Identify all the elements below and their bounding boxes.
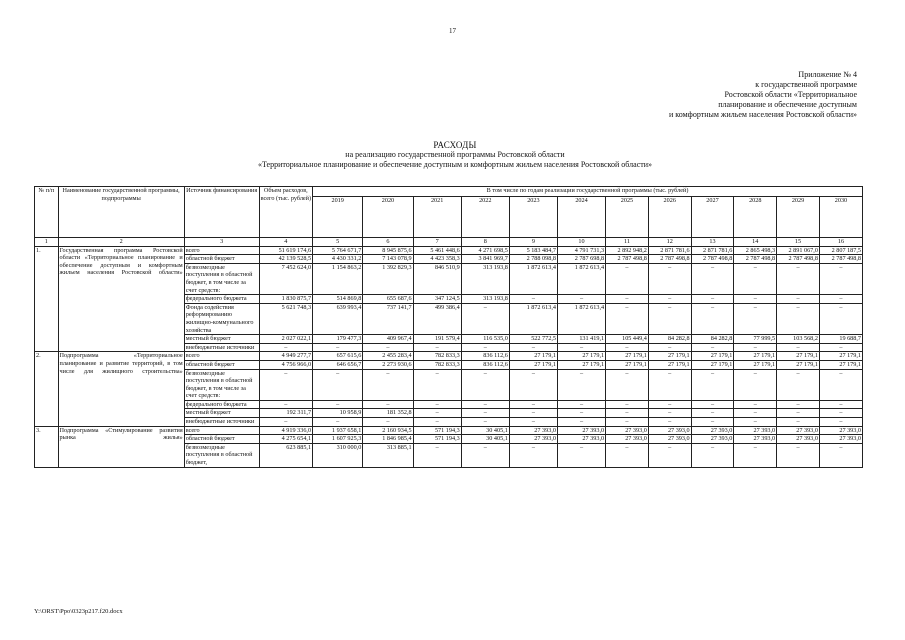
total-value: 4 949 277,7: [259, 352, 312, 361]
year-value: 27 393,0: [777, 435, 820, 444]
year-value: –: [461, 343, 509, 352]
year-value: –: [648, 443, 691, 467]
year-value: –: [313, 343, 363, 352]
year-value: –: [819, 303, 862, 334]
year-value: –: [461, 400, 509, 409]
year-value: –: [777, 418, 820, 427]
year-value: –: [777, 369, 820, 400]
year-value: –: [819, 369, 862, 400]
year-value: 1 846 985,4: [363, 435, 413, 444]
section-name: Подпрограмма «Стимулирование развития рынка жилья»: [58, 426, 184, 467]
year-value: 1 872 613,4: [509, 303, 557, 334]
year-value: –: [691, 295, 734, 304]
year-value: –: [557, 400, 605, 409]
year-value: –: [819, 295, 862, 304]
year-value: 639 993,4: [313, 303, 363, 334]
table-body: [35, 246, 863, 467]
year-value: 313 885,1: [363, 443, 413, 467]
year-value: 27 393,0: [819, 426, 862, 435]
year-value: –: [734, 343, 777, 352]
total-value: 623 885,1: [259, 443, 312, 467]
year-value: 27 179,1: [648, 352, 691, 361]
section-number: 3.: [35, 426, 59, 467]
column-number: 2: [58, 238, 184, 247]
year-value: 5 461 448,6: [413, 246, 461, 255]
section-name: Государственная программа Ростовской области «Территориальное планирование и обеспечение доступным и комфортным жильем населения Ростовской области»: [58, 246, 184, 352]
header-total: Объем расходов, всего (тыс. рублей): [259, 187, 312, 238]
year-value: 131 419,1: [557, 335, 605, 344]
header-year: 2030: [819, 197, 862, 238]
year-value: 2 788 098,8: [509, 255, 557, 264]
year-value: –: [648, 343, 691, 352]
year-value: 27 393,0: [509, 435, 557, 444]
appendix-header: [557, 70, 857, 120]
year-value: –: [777, 263, 820, 294]
funding-source: внебюджетные источники: [184, 343, 259, 352]
year-value: –: [509, 400, 557, 409]
year-value: –: [461, 303, 509, 334]
funding-source: местный бюджет: [184, 409, 259, 418]
funding-source: федерального бюджета: [184, 295, 259, 304]
year-value: 1 872 613,4: [557, 303, 605, 334]
year-value: 7 143 078,9: [363, 255, 413, 264]
year-value: –: [557, 443, 605, 467]
column-number: 5: [313, 238, 363, 247]
year-value: 2 787 498,8: [819, 255, 862, 264]
header-year: 2027: [691, 197, 734, 238]
year-value: –: [313, 400, 363, 409]
year-value: 84 282,8: [648, 335, 691, 344]
year-value: 782 833,3: [413, 360, 461, 369]
year-value: 836 112,6: [461, 360, 509, 369]
year-value: 4 430 331,2: [313, 255, 363, 264]
section-number: 2.: [35, 352, 59, 426]
total-value: –: [259, 369, 312, 400]
year-value: –: [734, 263, 777, 294]
year-value: 5 764 671,7: [313, 246, 363, 255]
year-value: –: [819, 443, 862, 467]
column-number: 8: [461, 238, 509, 247]
year-value: 191 579,4: [413, 335, 461, 344]
total-value: 4 756 966,0: [259, 360, 312, 369]
header-year: 2023: [509, 197, 557, 238]
year-value: –: [363, 418, 413, 427]
total-value: –: [259, 418, 312, 427]
year-value: –: [691, 369, 734, 400]
year-value: –: [819, 409, 862, 418]
year-value: –: [363, 343, 413, 352]
appendix-line: и комфортным жильем населения Ростовской области»: [668, 110, 857, 119]
year-value: 571 194,3: [413, 426, 461, 435]
year-value: 1 154 863,2: [313, 263, 363, 294]
column-number: 6: [363, 238, 413, 247]
year-value: –: [734, 418, 777, 427]
year-value: 27 393,0: [648, 435, 691, 444]
year-value: 1 607 925,3: [313, 435, 363, 444]
year-value: –: [734, 409, 777, 418]
year-value: 30 405,1: [461, 426, 509, 435]
year-value: 4 791 731,3: [557, 246, 605, 255]
year-value: 310 000,0: [313, 443, 363, 467]
column-number: 16: [819, 238, 862, 247]
column-number: 13: [691, 238, 734, 247]
year-value: –: [557, 369, 605, 400]
year-value: –: [777, 443, 820, 467]
year-value: 27 393,0: [734, 435, 777, 444]
funding-source: местный бюджет: [184, 335, 259, 344]
year-value: 27 179,1: [777, 360, 820, 369]
year-value: 27 393,0: [691, 435, 734, 444]
column-number: 1: [35, 238, 59, 247]
funding-source: всего: [184, 352, 259, 361]
year-value: 5 183 484,7: [509, 246, 557, 255]
year-value: 27 393,0: [557, 426, 605, 435]
year-value: 2 807 187,5: [819, 246, 862, 255]
year-value: 655 687,6: [363, 295, 413, 304]
year-value: 2 273 930,6: [363, 360, 413, 369]
header-year: 2020: [363, 197, 413, 238]
table-row: [35, 246, 863, 255]
year-value: –: [734, 369, 777, 400]
total-value: 192 311,7: [259, 409, 312, 418]
year-value: –: [606, 409, 649, 418]
year-value: 737 141,7: [363, 303, 413, 334]
year-value: –: [509, 409, 557, 418]
header-year: 2029: [777, 197, 820, 238]
year-value: –: [777, 343, 820, 352]
year-value: 2 787 698,8: [557, 255, 605, 264]
year-value: 105 449,4: [606, 335, 649, 344]
header-year: 2025: [606, 197, 649, 238]
year-value: 347 124,5: [413, 295, 461, 304]
year-value: –: [648, 295, 691, 304]
funding-source: внебюджетные источники: [184, 418, 259, 427]
header-num: № п/п: [35, 187, 59, 238]
column-number: 12: [648, 238, 691, 247]
year-value: –: [413, 443, 461, 467]
year-value: 27 179,1: [509, 352, 557, 361]
column-number: 3: [184, 238, 259, 247]
funding-source: областной бюджет: [184, 360, 259, 369]
year-value: 27 393,0: [606, 426, 649, 435]
expenses-table: [34, 186, 863, 468]
year-value: –: [648, 303, 691, 334]
year-value: 181 352,8: [363, 409, 413, 418]
year-value: –: [606, 303, 649, 334]
funding-source: всего: [184, 246, 259, 255]
year-value: –: [691, 263, 734, 294]
year-value: –: [777, 295, 820, 304]
year-value: –: [648, 409, 691, 418]
year-value: 522 772,5: [509, 335, 557, 344]
year-value: 27 393,0: [777, 426, 820, 435]
year-value: 2 891 067,0: [777, 246, 820, 255]
document-title: [40, 140, 870, 170]
year-value: –: [648, 418, 691, 427]
year-value: 2 865 498,3: [734, 246, 777, 255]
funding-source: областной бюджет: [184, 255, 259, 264]
column-number: 4: [259, 238, 312, 247]
year-value: 2 787 498,8: [691, 255, 734, 264]
funding-source: безвозмездные поступления в областной бюджет, в том числе за счет средств:: [184, 263, 259, 294]
year-value: 30 405,1: [461, 435, 509, 444]
page-number: 17: [449, 27, 456, 35]
year-value: 10 958,9: [313, 409, 363, 418]
year-value: –: [648, 263, 691, 294]
year-value: 846 510,9: [413, 263, 461, 294]
title-line-1: РАСХОДЫ: [433, 140, 477, 150]
total-value: 1 830 875,7: [259, 295, 312, 304]
footer-file-path: Y:\ORST\Ppo\0323p217.f20.docx: [34, 608, 123, 615]
header-source: Источник финансирования: [184, 187, 259, 238]
year-value: 27 393,0: [648, 426, 691, 435]
year-value: –: [363, 369, 413, 400]
year-value: 2 787 498,8: [648, 255, 691, 264]
year-value: –: [413, 400, 461, 409]
year-value: 836 112,6: [461, 352, 509, 361]
year-value: 657 615,6: [313, 352, 363, 361]
header-year: 2019: [313, 197, 363, 238]
year-value: 2 787 498,8: [734, 255, 777, 264]
year-value: 27 393,0: [509, 426, 557, 435]
year-value: –: [606, 263, 649, 294]
year-value: 27 179,1: [606, 360, 649, 369]
total-value: 5 621 748,3: [259, 303, 312, 334]
year-value: 116 535,0: [461, 335, 509, 344]
year-value: –: [777, 409, 820, 418]
year-value: –: [509, 369, 557, 400]
year-value: –: [461, 409, 509, 418]
year-value: –: [691, 343, 734, 352]
total-value: –: [259, 400, 312, 409]
year-value: –: [461, 418, 509, 427]
year-value: –: [819, 400, 862, 409]
year-value: 103 568,2: [777, 335, 820, 344]
year-value: 1 392 829,3: [363, 263, 413, 294]
year-value: –: [557, 409, 605, 418]
year-value: 2 455 283,4: [363, 352, 413, 361]
funding-source: безвозмездные поступления в областной бюджет,: [184, 443, 259, 467]
year-value: –: [606, 295, 649, 304]
title-line-3: «Территориальное планирование и обеспечение доступным и комфортным жильем населения Ростовской области»: [257, 160, 653, 169]
year-value: 27 393,0: [734, 426, 777, 435]
year-value: –: [734, 443, 777, 467]
year-value: 4 271 698,5: [461, 246, 509, 255]
column-number: 15: [777, 238, 820, 247]
year-value: –: [648, 369, 691, 400]
year-value: –: [648, 400, 691, 409]
table-row: [35, 352, 863, 361]
year-value: 27 179,1: [819, 360, 862, 369]
year-value: 313 193,8: [461, 295, 509, 304]
year-value: –: [363, 400, 413, 409]
header-year: 2021: [413, 197, 461, 238]
section-name: Подпрограмма «Территориальное планирование и развитие территорий, в том числе для жилищного строительства»: [58, 352, 184, 426]
appendix-line: Ростовской области «Территориальное: [724, 90, 857, 99]
year-value: –: [413, 343, 461, 352]
title-line-2: на реализацию государственной программы Ростовской области: [345, 150, 565, 159]
year-value: 27 179,1: [557, 360, 605, 369]
year-value: –: [557, 418, 605, 427]
year-value: 4 423 358,3: [413, 255, 461, 264]
year-value: –: [461, 369, 509, 400]
year-value: 179 477,3: [313, 335, 363, 344]
year-value: 84 282,8: [691, 335, 734, 344]
year-value: 27 179,1: [606, 352, 649, 361]
year-value: –: [606, 400, 649, 409]
table-header: [35, 187, 863, 247]
column-number: 7: [413, 238, 461, 247]
year-value: 8 945 875,6: [363, 246, 413, 255]
year-value: –: [734, 303, 777, 334]
year-value: –: [606, 343, 649, 352]
table-row: [35, 426, 863, 435]
header-year: 2022: [461, 197, 509, 238]
year-value: –: [734, 295, 777, 304]
total-value: –: [259, 343, 312, 352]
year-value: 646 656,7: [313, 360, 363, 369]
total-value: 42 139 528,5: [259, 255, 312, 264]
header-name: Наименование государственной программы, подпрограммы: [58, 187, 184, 238]
section-number: 1.: [35, 246, 59, 352]
year-value: –: [819, 343, 862, 352]
year-value: 27 179,1: [691, 360, 734, 369]
year-value: –: [509, 443, 557, 467]
total-value: 2 027 022,1: [259, 335, 312, 344]
total-value: 51 619 174,6: [259, 246, 312, 255]
funding-source: областной бюджет: [184, 435, 259, 444]
funding-source: федерального бюджета: [184, 400, 259, 409]
column-number: 11: [606, 238, 649, 247]
total-value: 4 275 654,1: [259, 435, 312, 444]
year-value: 1 872 613,4: [557, 263, 605, 294]
header-year: 2028: [734, 197, 777, 238]
year-value: 514 869,8: [313, 295, 363, 304]
year-value: 409 967,4: [363, 335, 413, 344]
year-value: –: [509, 343, 557, 352]
column-number: 9: [509, 238, 557, 247]
year-value: –: [606, 418, 649, 427]
year-value: –: [819, 418, 862, 427]
year-value: 27 393,0: [606, 435, 649, 444]
year-value: –: [691, 303, 734, 334]
year-value: 77 999,5: [734, 335, 777, 344]
funding-source: всего: [184, 426, 259, 435]
year-value: 313 193,8: [461, 263, 509, 294]
year-value: 2 871 781,6: [648, 246, 691, 255]
year-value: –: [509, 418, 557, 427]
year-value: –: [606, 443, 649, 467]
year-value: 27 179,1: [819, 352, 862, 361]
year-value: 27 179,1: [691, 352, 734, 361]
total-value: 7 452 624,0: [259, 263, 312, 294]
year-value: –: [461, 443, 509, 467]
year-value: –: [691, 418, 734, 427]
year-value: 2 787 498,8: [777, 255, 820, 264]
year-value: –: [777, 400, 820, 409]
year-value: 1 872 613,4: [509, 263, 557, 294]
appendix-line: к государственной программе: [755, 80, 857, 89]
year-value: –: [734, 400, 777, 409]
year-value: –: [313, 369, 363, 400]
year-value: 19 688,7: [819, 335, 862, 344]
year-value: –: [691, 409, 734, 418]
year-value: 2 160 934,5: [363, 426, 413, 435]
column-number: 10: [557, 238, 605, 247]
year-value: –: [313, 418, 363, 427]
appendix-line: планирование и обеспечение доступным: [718, 100, 857, 109]
header-year: 2026: [648, 197, 691, 238]
year-value: 1 937 658,1: [313, 426, 363, 435]
header-year: 2024: [557, 197, 605, 238]
year-value: 27 179,1: [648, 360, 691, 369]
year-value: 27 179,1: [557, 352, 605, 361]
appendix-line: Приложение № 4: [798, 70, 857, 79]
year-value: 782 833,3: [413, 352, 461, 361]
year-value: –: [606, 369, 649, 400]
year-value: 27 179,1: [734, 352, 777, 361]
year-value: 27 179,1: [509, 360, 557, 369]
year-value: 2 892 948,2: [606, 246, 649, 255]
year-value: –: [557, 295, 605, 304]
year-value: 27 179,1: [734, 360, 777, 369]
year-value: 27 179,1: [777, 352, 820, 361]
column-number-row: [35, 238, 863, 247]
header-by-years: В том числе по годам реализации государственной программы (тыс. рублей): [313, 187, 863, 197]
year-value: 27 393,0: [691, 426, 734, 435]
year-value: –: [413, 409, 461, 418]
year-value: 571 194,3: [413, 435, 461, 444]
total-value: 4 919 336,0: [259, 426, 312, 435]
year-value: 3 841 969,7: [461, 255, 509, 264]
year-value: 27 393,0: [819, 435, 862, 444]
year-value: –: [413, 369, 461, 400]
year-value: –: [819, 263, 862, 294]
year-value: –: [691, 443, 734, 467]
column-number: 14: [734, 238, 777, 247]
year-value: –: [413, 418, 461, 427]
year-value: –: [691, 400, 734, 409]
year-value: 27 393,0: [557, 435, 605, 444]
year-value: –: [509, 295, 557, 304]
year-value: –: [557, 343, 605, 352]
year-value: 2 787 498,8: [606, 255, 649, 264]
funding-source: Фонда содействия реформированию жилищно-коммунального хозяйства: [184, 303, 259, 334]
year-value: 499 386,4: [413, 303, 461, 334]
year-value: 2 871 781,6: [691, 246, 734, 255]
funding-source: безвозмездные поступления в областной бюджет, в том числе за счет средств:: [184, 369, 259, 400]
year-value: –: [777, 303, 820, 334]
